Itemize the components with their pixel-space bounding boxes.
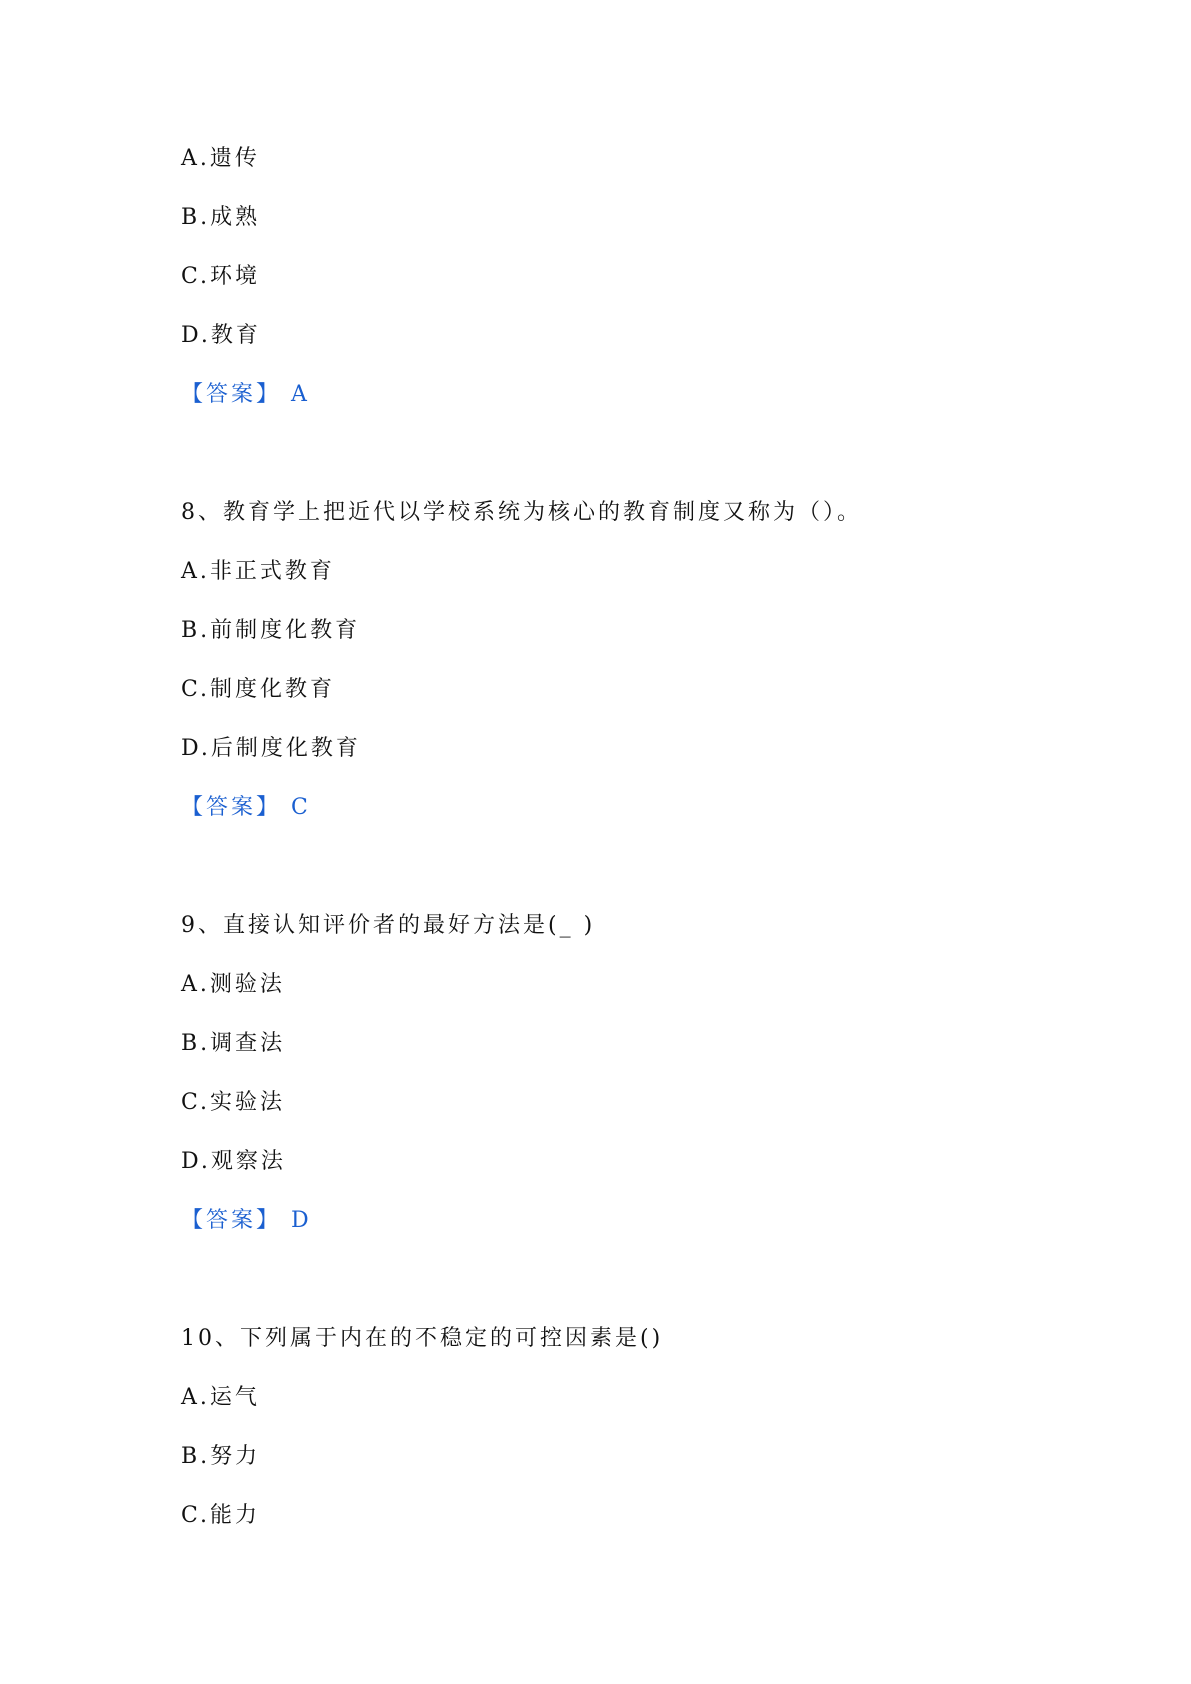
option-c: C.环境 — [181, 264, 261, 289]
option-b: B.调查法 — [181, 1031, 286, 1056]
answer-value: D — [291, 1208, 312, 1233]
option-b: B.努力 — [181, 1444, 261, 1469]
option-a: A.遗传 — [181, 146, 260, 171]
option-a: A.运气 — [181, 1385, 260, 1410]
option-b: B.成熟 — [181, 205, 261, 230]
question-8: 8、教育学上把近代以学校系统为核心的教育制度又称为（）。 — [181, 500, 862, 525]
option-b: B.前制度化教育 — [181, 618, 361, 643]
option-a: A.测验法 — [181, 972, 285, 997]
answer-line — [181, 380, 310, 410]
option-d: D.后制度化教育 — [181, 736, 361, 761]
option-c: C.能力 — [181, 1503, 261, 1528]
answer-label: 【答案】 — [181, 1208, 282, 1233]
answer-label: 【答案】 — [181, 795, 282, 820]
answer-label: 【答案】 — [181, 382, 282, 407]
question-9: 9、直接认知评价者的最好方法是(_ ) — [181, 913, 596, 938]
option-d: D.观察法 — [181, 1149, 286, 1174]
answer-value: C — [291, 795, 311, 820]
question-10: 10、下列属于内在的不稳定的可控因素是() — [181, 1326, 664, 1351]
answer-value: A — [291, 382, 310, 407]
answer-line — [181, 1206, 312, 1236]
option-a: A.非正式教育 — [181, 559, 335, 584]
answer-line — [181, 793, 311, 823]
option-c: C.实验法 — [181, 1090, 286, 1115]
option-d: D.教育 — [181, 323, 261, 348]
option-c: C.制度化教育 — [181, 677, 336, 702]
